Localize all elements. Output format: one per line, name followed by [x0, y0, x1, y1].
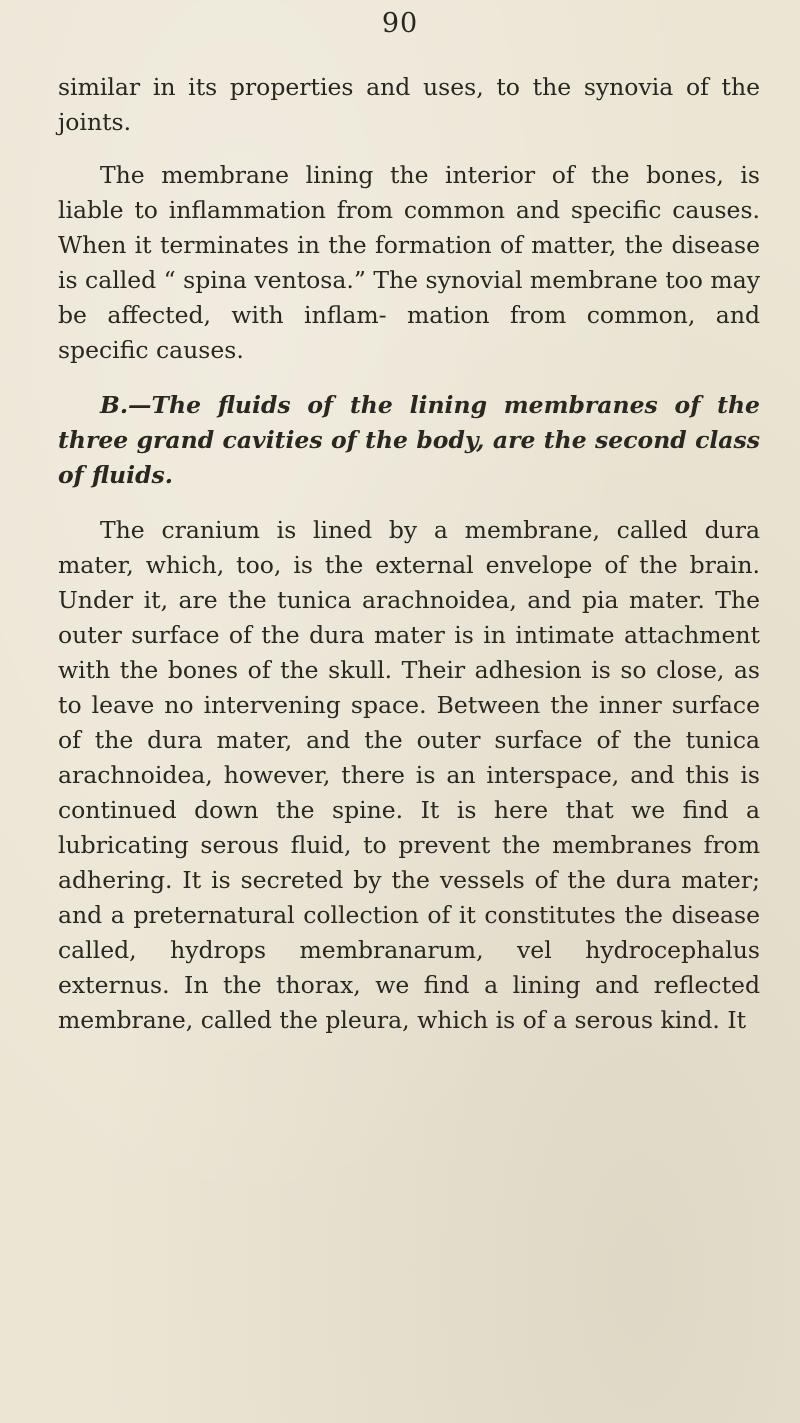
body-text: [58, 70, 760, 1038]
paragraph-cranium: The cranium is lined by a membrane, called dura mater, which, too, is the external envelope of the brain. Under it, are the tunica arachnoidea, and pia mater. The outer surface of the dura mater is in intimate attachment with the bones of the skull. Their adhesion is so close, as to leave no intervening space. Between the inner surface of the dura mater, and the outer surface of the tunica arachnoidea, however, there is an interspace, and this is continued down the spine. It is here that we find a lubricating serous fluid, to prevent the membranes from adhering. It is secreted by the vessels of the dura mater; and a preternatural collection of it constitutes the disease called, hydrops membranarum, vel hydrocephalus externus. In the thorax, we find a lining and reflected membrane, called the pleura, which is of a serous kind. It: [58, 516, 760, 1034]
page-number: 90: [381, 8, 419, 39]
paragraph-membrane-lining: The membrane lining the interior of the bones, is liable to inflammation from common and specific causes. When it terminates in the formation of matter, the disease is called “ spina ventosa.” The synovial membrane too may be affected, with inflam- mation from common, and specific causes.: [58, 161, 760, 364]
paragraph-section-b-heading: B.—The fluids of the lining membranes of the three grand cavities of the body, are the second class of fluids.: [58, 391, 760, 489]
paragraph-continuation: similar in its properties and uses, to the synovia of the joints.: [58, 73, 760, 136]
